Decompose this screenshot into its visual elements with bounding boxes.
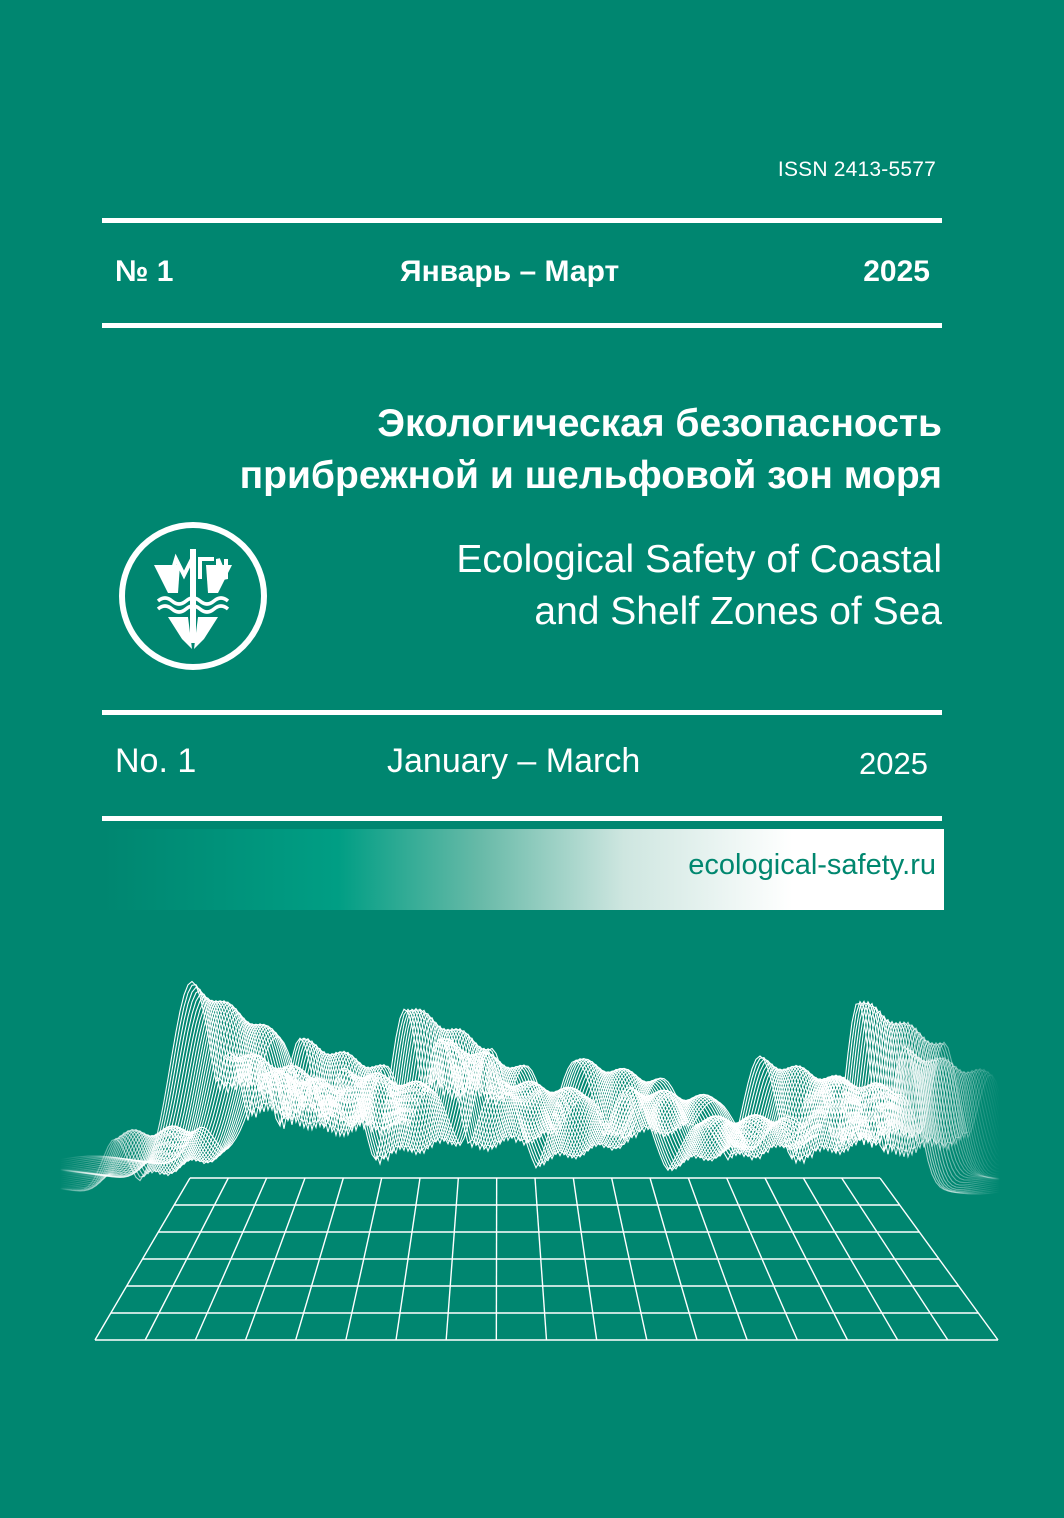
issue-info-ru: [115, 255, 930, 295]
divider-top: [102, 218, 942, 223]
journal-title-en: [322, 534, 942, 638]
terrain-wireframe-illustration: [0, 940, 1064, 1360]
divider-3: [102, 710, 942, 715]
terrain-grid: [95, 1178, 998, 1340]
divider-bottom: [102, 816, 942, 821]
issue-number-en: No. 1: [115, 742, 197, 780]
terrain-ridges: [60, 982, 1000, 1195]
issue-year-ru: 2025: [863, 255, 930, 288]
issue-period-en: January – March: [387, 742, 641, 780]
issue-period-ru: Январь – Март: [400, 255, 620, 288]
journal-title-en-line1: Ecological Safety of Coastal: [456, 538, 942, 581]
mgi-logo-icon: [118, 521, 268, 671]
website-link[interactable]: ecological-safety.ru: [688, 849, 936, 881]
website-band: [102, 829, 944, 910]
issn-label: ISSN 2413-5577: [777, 158, 936, 181]
issue-year-en: 2025: [859, 746, 928, 781]
journal-title-en-line2: and Shelf Zones of Sea: [534, 590, 942, 633]
divider-2: [102, 323, 942, 328]
journal-title-ru: [142, 398, 942, 502]
issue-info-en: [115, 742, 930, 782]
issue-number-ru: № 1: [115, 255, 174, 288]
journal-title-ru-line2: прибрежной и шельфовой зон моря: [239, 454, 942, 497]
journal-title-ru-line1: Экологическая безопасность: [377, 402, 942, 445]
